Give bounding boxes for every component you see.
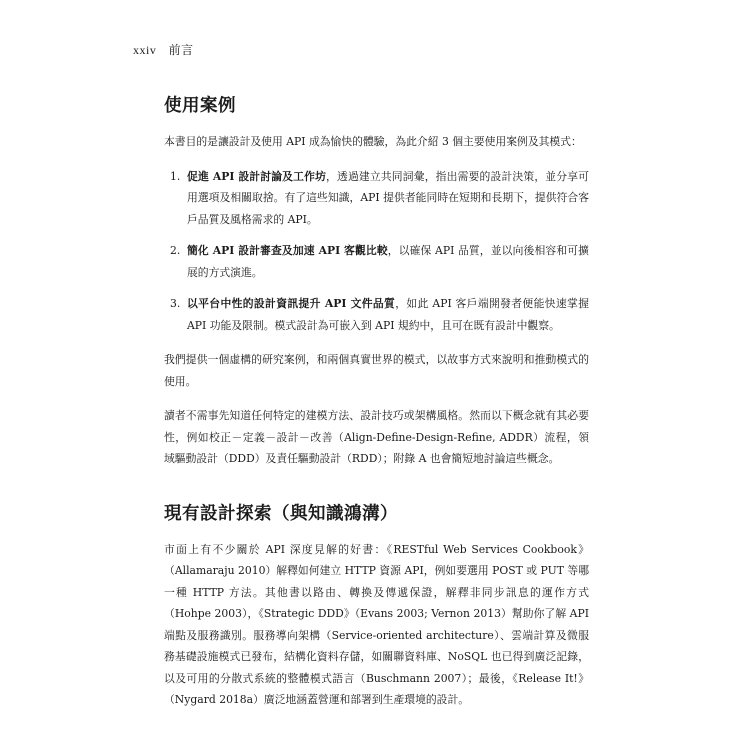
page-number: xxiv	[133, 43, 157, 57]
case-study-paragraph: 我們提供一個虛構的研究案例，和兩個真實世界的模式，以故事方式來說明和推動模式的使用。	[164, 353, 589, 388]
list-item-text: ，如此 API 客戶端開發者便能快速掌握 API 功能及限制。模式設計為可嵌入到 API 規約中，且可在既有設計中觀察。	[187, 297, 589, 332]
running-head	[133, 41, 194, 58]
list-item-text: ，透過建立共同詞彙，指出需要的設計決策，並分享可用選項及相關取捨。有了這些知識，API 提供者能同時在短期和長期下，提供符合客戶品質及風格需求的 API。	[187, 169, 589, 226]
intro-paragraph: 本書目的是讓設計及使用 API 成為愉快的體驗，為此介紹 3 個主要使用案例及其模式：	[164, 135, 582, 148]
list-item	[170, 240, 589, 283]
existing-designs-paragraph: 市面上有不少關於 API 深度見解的好書：《RESTful Web Services Cookbook》（Allamaraju 2010）解釋如何建立 HTTP 資源 API，例如要選用 POST 或 PUT 等哪一種 HTTP 方法。其他書以路由、轉換及傳遞保證，解釋非同步訊息的運作方式（Hohpe 2003），《Strategic DDD》（Evans 2003; Vernon 2013）幫助你了解 API 端點及服務識別。服務導向架構（Service-oriented architecture）、雲端計算及微服務基礎設施模式已發布，結構化資料存儲，如關聯資料庫、NoSQL 也已得到廣泛記錄，以及可用的分散式系統的整體模式語言（Buschmann 2007）；最後，《Release It!》（Nygard 2018a）廣泛地涵蓋營運和部署到生產環境的設計。	[164, 542, 589, 706]
list-item-number: 3.	[170, 297, 181, 310]
section-heading-use-cases: 使用案例	[164, 96, 236, 116]
list-item-bold: 簡化 API 設計審查及加速 API 客觀比較	[187, 244, 388, 257]
list-item-text: ，以確保 API 品質，並以向後相容和可擴展的方式演進。	[187, 244, 589, 279]
list-item-number: 2.	[170, 244, 181, 257]
list-item	[170, 166, 589, 231]
list-item	[170, 293, 589, 336]
section-heading-existing-designs: 現有設計探索（與知識鴻溝）	[164, 503, 398, 524]
list-item-bold: 促進 API 設計討論及工作坊	[187, 169, 327, 183]
use-case-list	[164, 166, 589, 337]
page-body	[164, 92, 589, 724]
list-item-number: 1.	[170, 169, 181, 183]
list-item-bold: 以平台中性的設計資訊提升 API 文件品質	[187, 297, 396, 310]
prerequisites-paragraph: 讀者不需事先知道任何特定的建模方法、設計技巧或架構風格。然而以下概念就有其必要性，例如校正－定義－設計－改善（Align-Define-Design-Refine, ADDR）流程，領域驅動設計（DDD）及責任驅動設計（RDD）；附錄 A 也會簡短地討論這些概念。	[164, 409, 589, 465]
running-head-section: 前言	[168, 43, 194, 57]
